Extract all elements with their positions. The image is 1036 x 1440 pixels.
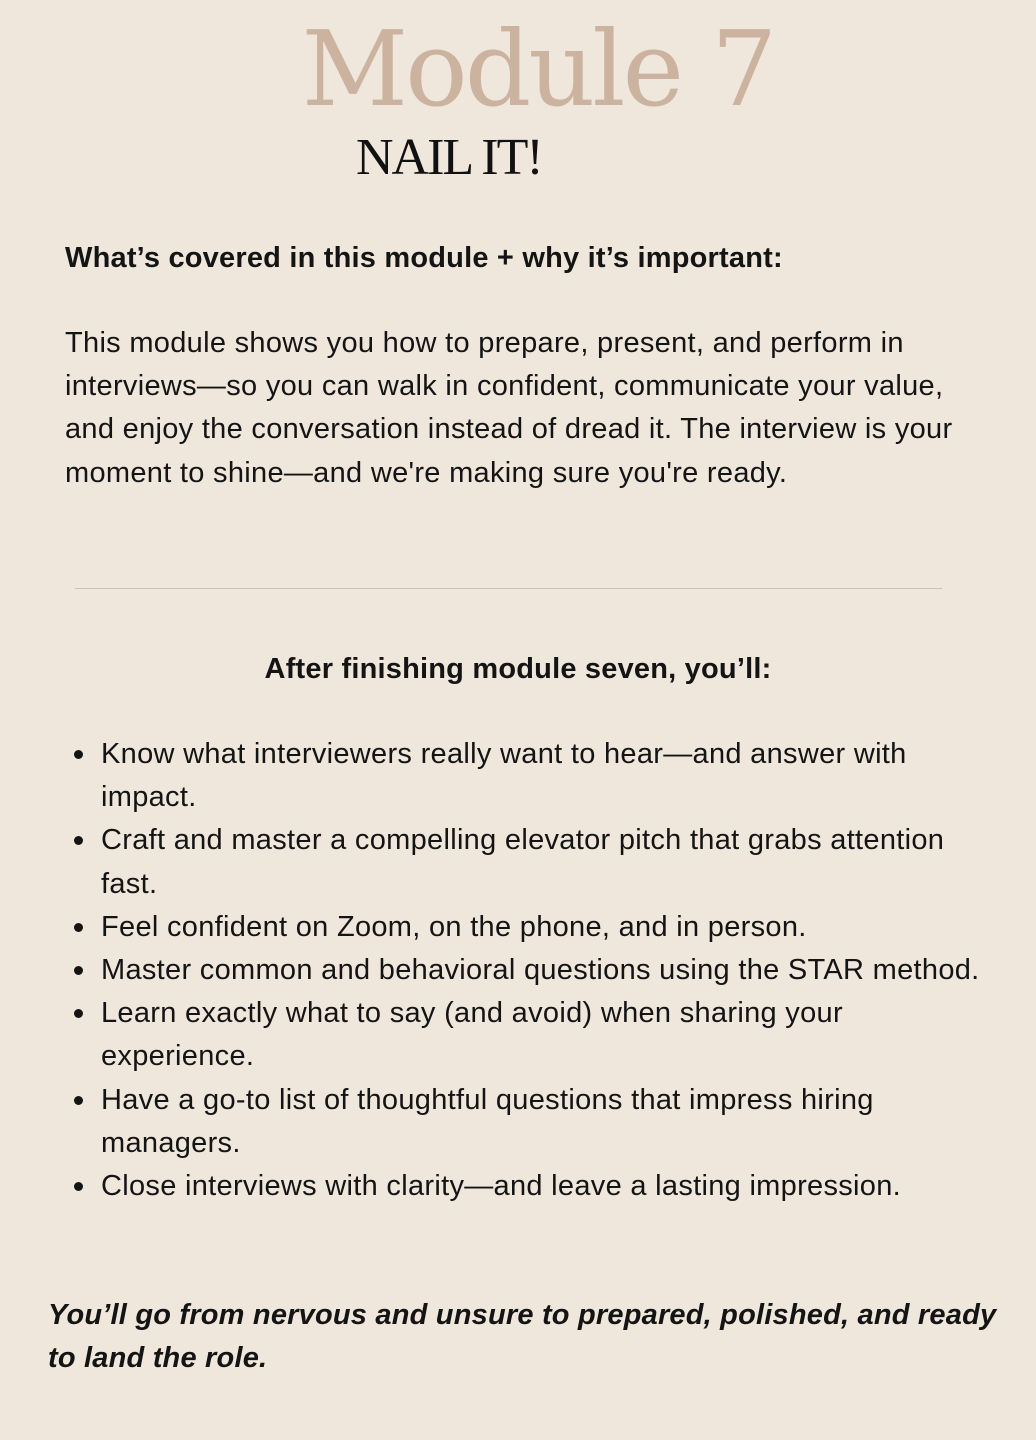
outcome-item	[101, 1079, 1001, 1165]
outcome-text: Have a go-to list of thoughtful questions that impress hiring managers.	[101, 1083, 874, 1159]
outcomes-heading: After finishing module seven, you’ll:	[264, 653, 772, 685]
outcome-text: Master common and behavioral questions using the STAR method.	[101, 954, 980, 987]
bullet-dot-icon	[74, 1182, 83, 1191]
outcome-text: Craft and master a compelling elevator pitch that grabs attention fast.	[101, 824, 945, 900]
outcome-text: Know what interviewers really want to hear—and answer with impact.	[101, 738, 907, 814]
bullet-dot-icon	[74, 1096, 83, 1105]
outcome-text: Learn exactly what to say (and avoid) when sharing your experience.	[101, 997, 843, 1073]
bullet-dot-icon	[74, 966, 83, 975]
module-subtitle: NAIL IT!	[356, 129, 542, 186]
bullet-dot-icon	[74, 1009, 83, 1018]
bullet-dot-icon	[74, 923, 83, 932]
bullet-dot-icon	[74, 836, 83, 845]
outcome-item	[101, 819, 1001, 905]
closing-statement: You’ll go from nervous and unsure to prepared, polished, and ready to land the role.	[48, 1299, 997, 1375]
outcome-item	[101, 906, 1001, 949]
outcome-item	[101, 1165, 1001, 1208]
overview-heading: What’s covered in this module + why it’s important:	[65, 242, 783, 274]
outcome-text: Feel confident on Zoom, on the phone, and in person.	[101, 910, 807, 943]
bullet-dot-icon	[74, 750, 83, 759]
section-divider	[75, 588, 942, 589]
outcome-item	[101, 733, 1001, 819]
outcome-text: Close interviews with clarity—and leave a lasting impression.	[101, 1170, 902, 1203]
module-title: Module 7	[301, 8, 775, 130]
outcome-item	[101, 992, 1001, 1078]
outcomes-list	[101, 733, 1001, 1208]
outcome-item	[101, 949, 1001, 992]
overview-body: This module shows you how to prepare, present, and perform in interviews—so you can walk in confident, communicate your value, and enjoy the conversation instead of dread it. The interview is your moment to shine—and we're making sure you're ready.	[65, 327, 953, 489]
